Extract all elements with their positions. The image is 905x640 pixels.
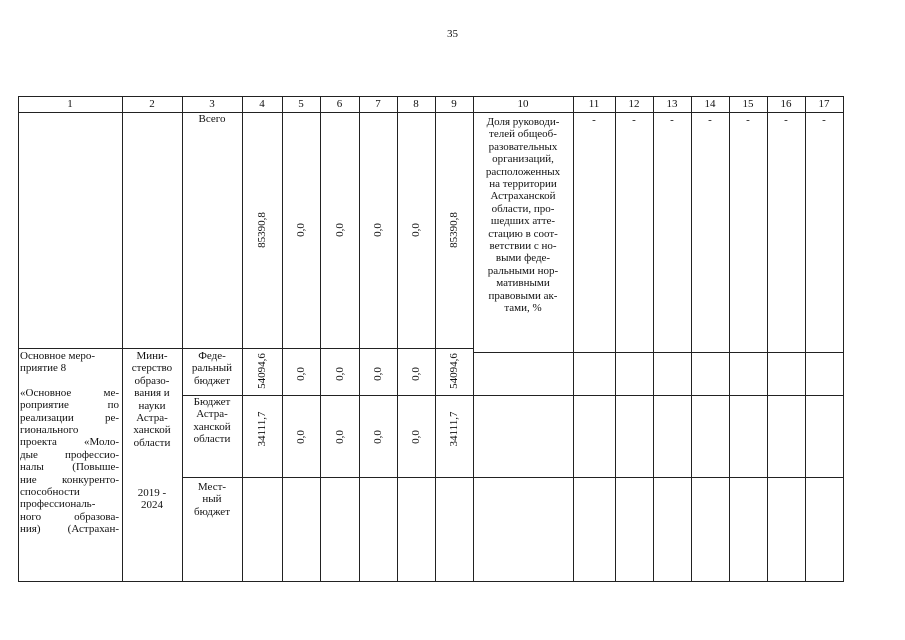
dash-col-13: -	[670, 114, 674, 126]
regional-value-col7: 0,0	[372, 430, 384, 444]
indicator-line: области, про-	[491, 202, 555, 215]
header-col-15: 15	[742, 98, 754, 110]
measure-line: дые профессио-	[20, 448, 119, 461]
period-line: 2019 -	[137, 487, 167, 499]
total-value-col9: 85390,8	[448, 212, 460, 248]
col-border-7	[397, 96, 398, 582]
header-col-7: 7	[375, 98, 381, 110]
federal-line: бюджет	[194, 374, 230, 387]
header-col-17: 17	[818, 98, 830, 110]
header-col-6: 6	[336, 98, 343, 110]
regional-budget-label	[182, 396, 242, 446]
measure-line: роприятие по	[20, 399, 119, 412]
executor-line: Астра-	[136, 412, 168, 425]
header-col-12: 12	[628, 98, 640, 110]
federal-value-col5: 0,0	[295, 367, 307, 381]
rule-header	[18, 112, 844, 113]
measure-line: приятие 8	[20, 362, 67, 375]
executor	[122, 350, 182, 449]
regional-line: области	[193, 433, 231, 446]
header-col-5: 5	[298, 98, 304, 110]
regional-line: Бюджет	[193, 396, 231, 408]
executor-line: вания и	[134, 387, 170, 400]
col-border-17	[843, 96, 844, 582]
executor-line: науки	[138, 399, 166, 412]
col-border-11	[615, 96, 616, 582]
rule-row1-right	[473, 352, 844, 353]
header-col-4: 4	[259, 98, 265, 110]
dash-col-12: -	[632, 114, 636, 126]
indicator-line: выми феде-	[495, 252, 551, 265]
indicator-text	[473, 116, 573, 315]
header-col-1: 1	[67, 98, 73, 110]
measure-line: ния) (Астрахан-	[20, 523, 119, 536]
indicator-line: телей общеоб-	[489, 128, 557, 141]
col-border-10	[573, 96, 574, 582]
regional-value-col4: 34111,7	[256, 411, 268, 447]
indicator-line: Доля руководи-	[486, 116, 560, 128]
executor-line: ханской	[133, 424, 171, 437]
local-line: бюджет	[194, 505, 230, 518]
header-col-14: 14	[704, 98, 716, 110]
regional-line: Астра-	[196, 408, 228, 421]
header-col-8: 8	[413, 98, 419, 110]
rule-row1-left	[18, 348, 473, 349]
header-col-10: 10	[517, 98, 529, 110]
header-col-2: 2	[149, 98, 155, 110]
col-border-14	[729, 96, 730, 582]
indicator-line: разовательных	[488, 140, 558, 153]
federal-value-col9: 54094,6	[448, 353, 460, 389]
executor-line: области	[133, 436, 171, 449]
col-border-13	[691, 96, 692, 582]
regional-value-col5: 0,0	[295, 430, 307, 444]
header-col-11: 11	[588, 98, 600, 110]
regional-value-col8: 0,0	[410, 430, 422, 444]
dash-col-16: -	[784, 114, 788, 126]
indicator-line: ветствии с но-	[489, 240, 557, 253]
indicator-line: шедших атте-	[490, 215, 556, 228]
col-border-4	[282, 96, 283, 582]
rule-top	[18, 96, 844, 97]
indicator-line: мативными	[496, 277, 550, 290]
federal-value-col4: 54094,6	[256, 353, 268, 389]
total-value-col5: 0,0	[295, 223, 307, 237]
header-col-16: 16	[780, 98, 792, 110]
indicator-line: правовыми ак-	[488, 289, 558, 302]
dash-col-17: -	[822, 114, 826, 126]
page-number: 35	[447, 28, 458, 40]
indicator-line: на территории	[489, 178, 557, 191]
measure-line: гионального	[20, 424, 79, 437]
measure-line: ного образова-	[20, 510, 119, 523]
col-border-15	[767, 96, 768, 582]
period-line: 2024	[141, 499, 163, 512]
indicator-line: расположенных	[485, 165, 561, 178]
measure-line: ние конкуренто-	[20, 473, 119, 486]
measure-line: «Основное ме-	[20, 386, 119, 399]
col-border-5	[320, 96, 321, 582]
header-col-3: 3	[209, 98, 215, 110]
regional-value-col9: 34111,7	[448, 411, 460, 447]
measure-line: налы (Повыше-	[20, 461, 119, 474]
col-border-0	[18, 96, 19, 582]
header-col-13: 13	[666, 98, 678, 110]
measure-line: профессиональ-	[20, 498, 96, 511]
dash-col-11: -	[592, 114, 596, 126]
executor-line: стерство	[131, 362, 173, 375]
local-line: Мест-	[197, 481, 227, 493]
measure-line: реализации ре-	[20, 411, 119, 424]
measure-line: Основное меро-	[20, 350, 96, 362]
col-border-3	[242, 96, 243, 582]
federal-value-col6: 0,0	[334, 367, 346, 381]
local-budget-label	[182, 481, 242, 518]
federal-value-col8: 0,0	[410, 367, 422, 381]
federal-value-col7: 0,0	[372, 367, 384, 381]
total-label: Всего	[198, 113, 226, 125]
federal-line: ральный	[191, 362, 233, 375]
dash-col-15: -	[746, 114, 750, 126]
rule-bottom	[18, 581, 844, 582]
regional-value-col6: 0,0	[334, 430, 346, 444]
dash-col-14: -	[708, 114, 712, 126]
header-col-9: 9	[451, 98, 457, 110]
indicator-line: стацию в соот-	[488, 227, 558, 240]
federal-budget-label	[182, 350, 242, 387]
executor-line: Мини-	[136, 350, 168, 362]
budget-table	[18, 96, 844, 582]
col-border-6	[359, 96, 360, 582]
col-border-16	[805, 96, 806, 582]
measure-name	[20, 350, 119, 536]
indicator-line: тами, %	[504, 302, 542, 315]
total-value-col6: 0,0	[334, 223, 346, 237]
federal-line: Феде-	[198, 350, 226, 362]
executor-line: образо-	[134, 374, 170, 387]
regional-line: ханской	[193, 420, 231, 433]
indicator-line: ральными нор-	[487, 264, 559, 277]
indicator-line: Астраханской	[490, 190, 556, 203]
indicator-line: организаций,	[492, 153, 554, 166]
total-value-col4: 85390,8	[256, 212, 268, 248]
measure-line: проекта «Моло-	[20, 436, 119, 449]
measure-line	[20, 375, 119, 387]
total-value-col8: 0,0	[410, 223, 422, 237]
period	[122, 487, 182, 512]
total-value-col7: 0,0	[372, 223, 384, 237]
measure-line: способности	[20, 486, 80, 499]
col-border-8	[435, 96, 436, 582]
local-line: ный	[202, 493, 222, 506]
col-border-12	[653, 96, 654, 582]
